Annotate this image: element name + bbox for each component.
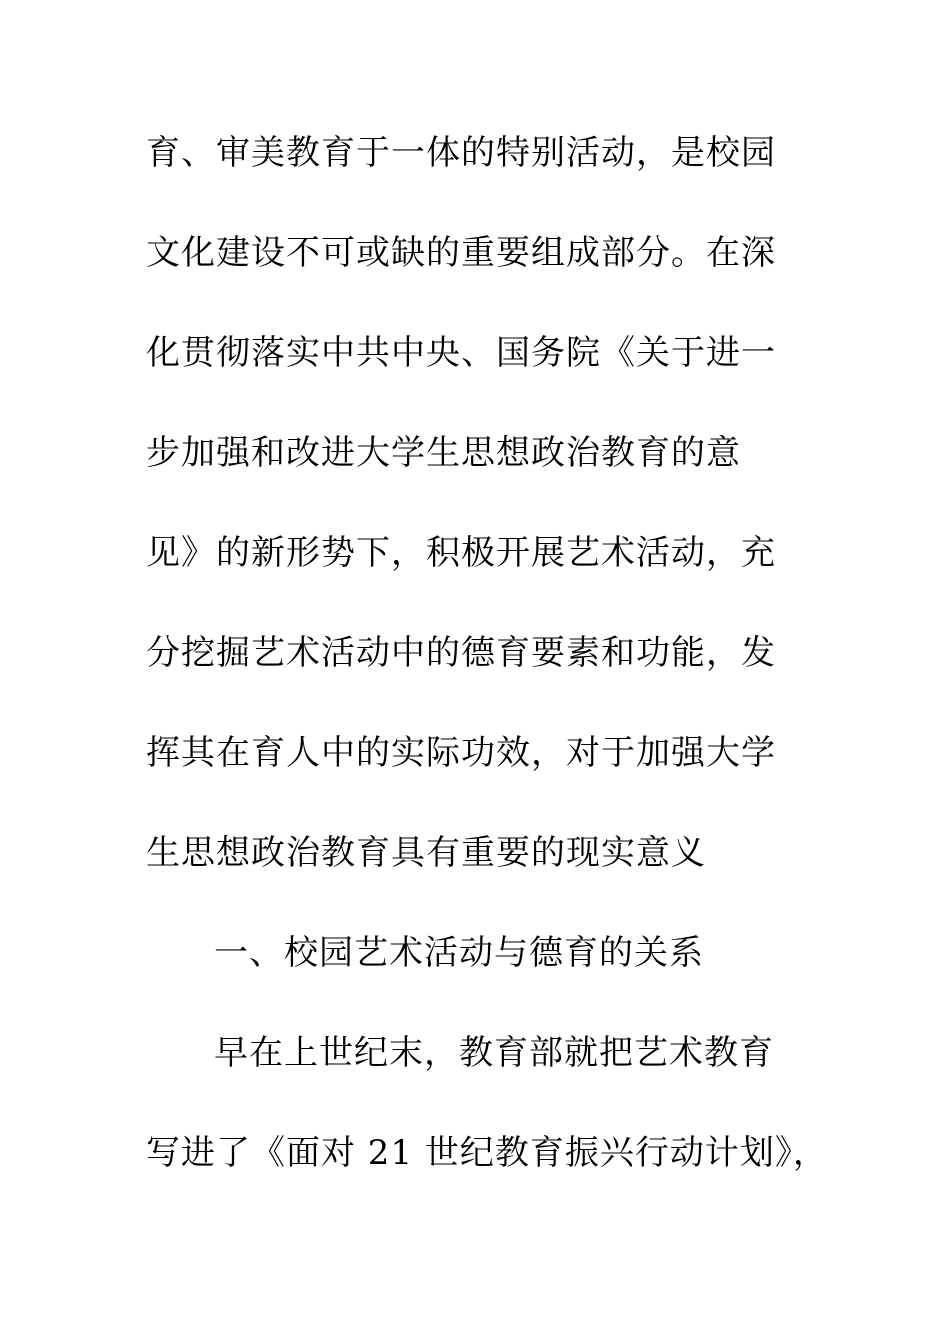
section-heading: 一、校园艺术活动与德育的关系 xyxy=(214,933,704,973)
paragraph-line: 分挖掘艺术活动中的德育要素和功能，发 xyxy=(146,633,776,673)
paragraph-line: 早在上世纪末，教育部就把艺术教育 xyxy=(214,1033,774,1073)
paragraph-line: 文化建设不可或缺的重要组成部分。在深 xyxy=(146,233,776,273)
paragraph-line: 育、审美教育于一体的特别活动，是校园 xyxy=(146,133,776,173)
paragraph-line: 步加强和改进大学生思想政治教育的意 xyxy=(146,433,741,473)
paragraph-line: 化贯彻落实中共中央、国务院《关于进一 xyxy=(146,333,776,373)
paragraph-line: 见》的新形势下，积极开展艺术活动，充 xyxy=(146,533,776,573)
paragraph-line: 写进了《面对 21 世纪教育振兴行动计划》， xyxy=(146,1133,828,1173)
paragraph-line: 生思想政治教育具有重要的现实意义 xyxy=(146,833,706,873)
paragraph-line: 挥其在育人中的实际功效，对于加强大学 xyxy=(146,733,776,773)
